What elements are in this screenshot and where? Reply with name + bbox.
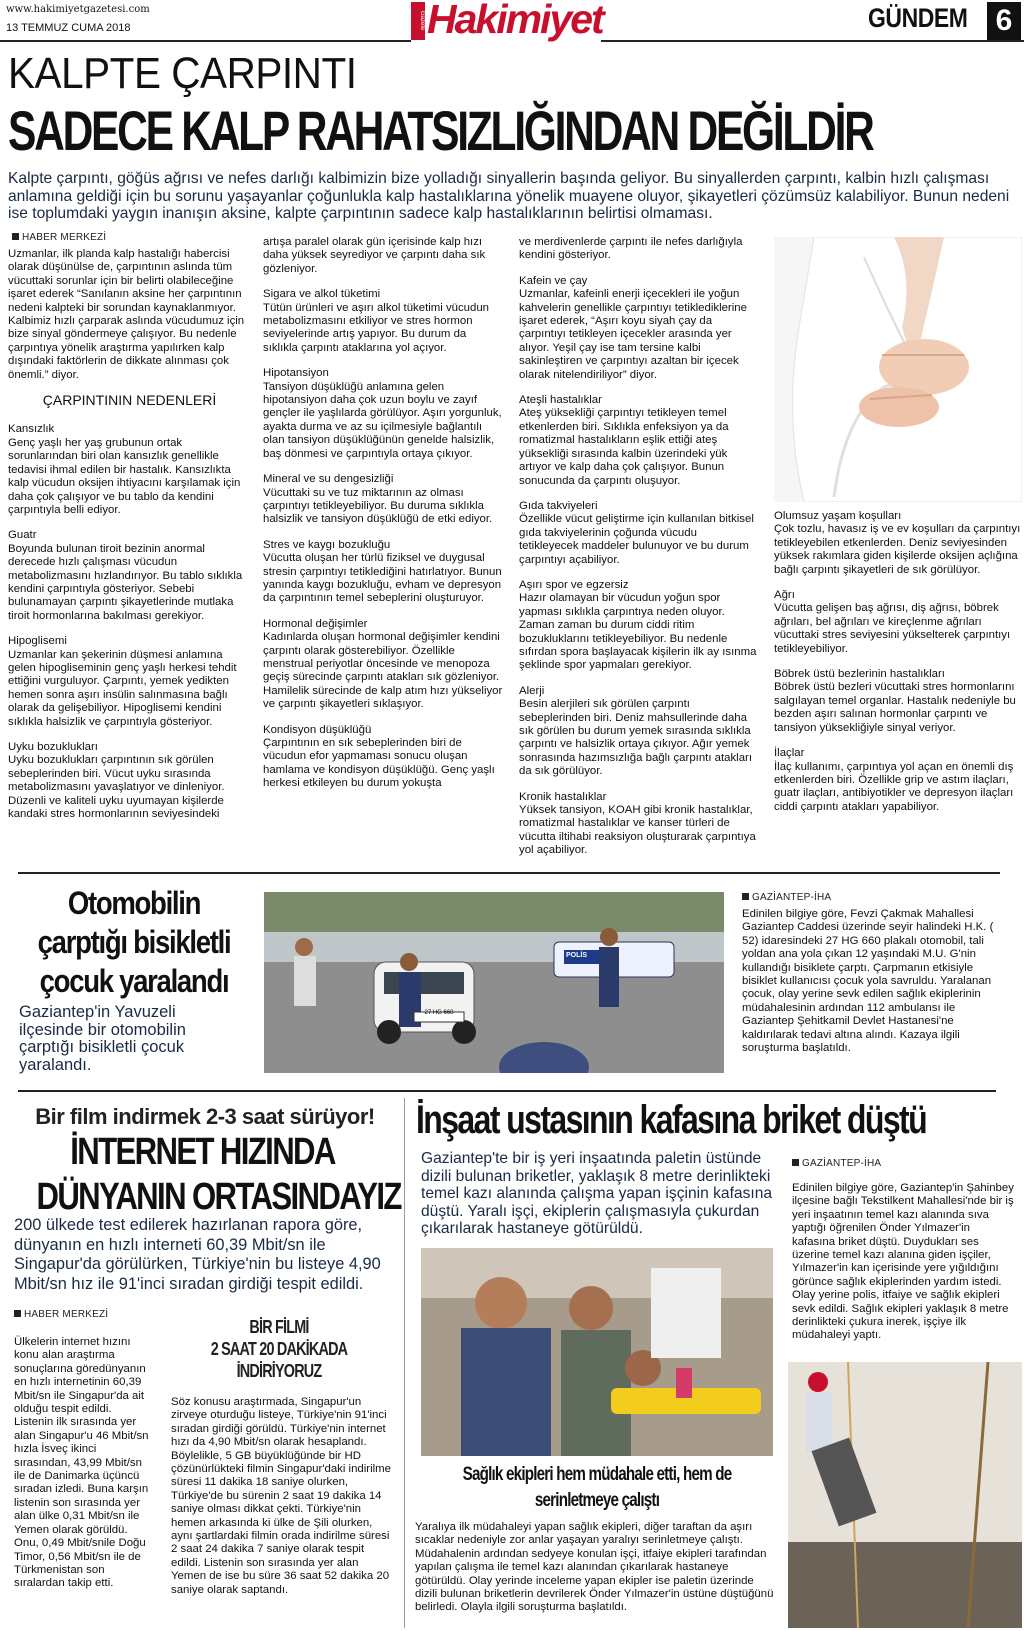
column-divider [404,1098,405,1628]
site-url[interactable]: www.hakimiyetgazetesi.com [6,4,150,15]
cause-item: İlaçlar İlaç kullanımı, çarpıntıya yol açan en önemli dış etkenlerden biri. Özellikle grip ve astım ilaçları, guatr ilaçları, antibiyotikler ve depresyon ilaçları ciddi çarpıntı atakları yapabiliyor. [774,747,1014,813]
rescue-scene-illustration [421,1248,773,1456]
main-column-3 [519,236,759,870]
main-headline: SADECE KALP RAHATSIZLIĞINDAN DEĞİLDİR [8,99,873,162]
main-col2-intro: artışa paralel olarak gün içerisinde kalp hızı daha yüksek seyrediyor ve çarpıntı daha sık gözleniyor. [263,236,486,275]
bike-byline: GAZİANTEP-İHA [742,892,831,903]
cause-item: Kronik hastalıklar Yüksek tansiyon, KOAH gibi kronik hastalıklar, romatizmal hastalıklar ve kanser türleri de vücutta iltihabi reaksiyon oluşturarak çarpıntıya yol açabiliyor. [519,790,756,857]
cause-item: Kansızlık Genç yaşlı her yaş grubunun ortak sorunlarından biri olan kansızlık genellikle tedavisi ihmal edilen bir hastalık. Kansızlıkta kalp vücudun oksijen ihtiyacını karşılamak için daha çok çalışıyor ve bu tablo da kendini çarpıntıyla belli ediyor. [8,423,241,516]
newspaper-logo [411,0,601,42]
briket-lead: Gaziantep'te bir iş yeri inşaatında paletin üstünde dizili bulunan briketler, yaklaşık 8 metre derinlikteki temel kazı alanında çalışma yapan işçinin kafasına düştü. Yaralı işçi, ekiplerin çalışmasıyla çukurdan çıkarılarak hastaneye götürüldü. [421,1150,773,1237]
bike-headline: Otomobilin çarptığı bisikletli çocuk yaralandı [37,885,231,999]
cause-item: Stres ve kaygı bozukluğu Vücutta oluşan her türlü fiziksel ve duygusal stresin çarpıntıyı tetiklediğini hatırlatıyor. Bunun yanında kaygı bozukluğu, evham ve depresyon da çarpıntının temel sebeplerini oluşturuyor. [263,538,502,605]
main-kicker: KALPTE ÇARPINTI [8,49,357,98]
main-byline: HABER MERKEZİ [12,232,106,243]
cause-item: Uyku bozuklukları Uyku bozuklukları çarpıntının sık görülen sebeplerinden biri. Vücut uyku sırasında metabolizmasını yavaşlatıyor ve dinleniyor. Düzenli ve kaliteli uyku uyumayan kişilerde kandaki stres hormonlarının seviyesindeki [8,741,225,821]
police-car-label: POLİS [566,952,588,959]
section-label: GÜNDEM [868,3,968,33]
main-col3-intro: ve merdivenlerde çarpıntı ile nefes darlığıyla kendini gösteriyor. [519,236,743,262]
main-subhead: ÇARPINTININ NEDENLERİ [42,392,217,409]
section-divider [18,872,1000,874]
briket-headline: İnşaat ustasının kafasına briket düştü [416,1098,927,1142]
logo-side-bar: Gazete [411,2,425,40]
main-column-1 [8,248,251,833]
masthead [0,0,1024,46]
cause-item: Alerji Besin alerjileri sık görülen çarpıntı sebeplerinden biri. Deniz mahsullerinde daha sık görülen bu durum yemek sırasında sıklıkla çarpıntı ve halsizlik ortaya çıkıyor. Ağır yemek sonrasında hazımsızlığa bağlı çarpıntı atakları da sık görülüyor. [519,684,752,778]
internet-column-1: Ülkelerin internet hızını konu alan araştırma sonuçlarına göredünyanın en hızlı internetinin 60,39 Mbit/sn ile Singapur'da ait olduğu tespit edildi. Listenin ilk sırasında yer alan Singapur'u 46 Mbit/sn hızla İsveç ikinci sırasından, 43,99 Mbit/sn ile de Danimarka üçüncü sıradan izledi. Buna karşın listenin son sırasında yer alan ülke 0,31 Mbit/sn ile Yemen olarak görüldü. Onu, 0,49 Mbit/snile Doğu Timor, 0,56 Mbit/sn ile de Türkmenistan son sıralardan takip etti. [14,1336,149,1590]
main-col1-intro: Uzmanlar, ilk planda kalp hastalığı habercisi olarak düşünülse de, çarpıntının aslında tüm vücuttaki sorunlar için bir belirti olabileceğine işaret ederek “Sanılanın aksine her çarpıntının nedeni kalpteki bir sorundan kaynaklanmıyor. Kalbimiz hızlı çarparak aslında vücudumuz için bize sinyal göndermeye çalışıyor. Bu nedenle çarpıntıya yönelik araştırma yapılırken kalp dışındaki faktörlerin de dikkate alınması çok önemli.” diyor. [8,248,245,381]
cause-item: Olumsuz yaşam koşulları Çok tozlu, havasız iş ve ev koşulları da çarpıntıyı tetikleyebilen etkenlerden. Deniz seviyesinden yüksek rakımlara giden kişilerde oksijen açlığına bağlı çarpıntı şikayetleri de sık görülüyor. [774,510,1021,576]
cause-item: Sigara ve alkol tüketimi Tütün ürünleri ve aşırı alkol tüketimi vücudun metabolizmasını etkiliyor ve stres hormon seviyelerinde artış yapıyor. Bu durum da sıklıkla çarpıntı ataklarına yol açıyor. [263,288,490,354]
internet-lead: 200 ülkede test edilerek hazırlanan rapora göre, dünyanın en hızlı interneti 60,39 Mbit/sn ile Singapur'da görülürken, Türkiye'nin bu listeye 4,90 Mbit/sn hız ile 91'inci sıradan girdiği tespit edildi. [14,1216,381,1293]
briket-side-text: Edinilen bilgiye göre, Gaziantep'in Şahinbey ilçesine bağlı Tekstilkent Mahallesi'nde bir iş yeri inşaatının temel kazı alanında sıva yaptığı öğrenilen Önder Yılmazer'in kafasına briket düştü. Duydukları ses üzerine temel kazı alanına giden işçiler, Yılmazer'in kan içerisinde yere yığıldığını görünce sağlık ekiplerinden yardım istedi. Olay yerine polis, itfaiye ve sağlık ekipleri sevk edildi. Sağlık ekipleri yaklaşık 8 metre derinlikteki çukura inerek, işçiye ilk müdahaleyi yaptı. [792,1182,1014,1342]
cause-item: Hipotansiyon Tansiyon düşüklüğü anlamına gelen hipotansiyon daha çok uzun boylu ve zayıf gençler ile yaşlılarda görülüyor. Aşırı yorgunluk, ayakta durma ve az su içilmesiyle bağlantılı olan tansiyon düşüklüğünün genelde halsizlik, baş dönmesi ve çarpıntıyla ortaya çıkıyor. [263,367,502,460]
internet-column-2: Söz konusu araştırmada, Singapur'un zirveye oturduğu listeye, Türkiye'nin 91'inci sıradan girdiği görüldü. Türkiye'nin internet hızı da 4,90 Mbit/sn olarak hesaplandı. Böylelikle, 5 GB büyüklüğünde bir HD çözünürlükteki filmin Singapur'daki indirilme süresi 11 dakika 18 saniye olurken, Türkiye'de bu sürenin 2 saat 19 dakika 14 saniye olması dikkat çekti. Türkiye'nin hemen arkasında ki ülke de Şili olurken, aynı şartlardaki filmin orada indirilme süresi 2 saat 24 dakika 7 saniye olarak tespit edildi. Listenin son sırasında yer alan Yemen de ise bu süre 36 saat 52 dakika 20 saniye olarak saptandı. [171,1396,391,1596]
cause-item: Ağrı Vücutta gelişen baş ağrısı, diş ağrısı, böbrek ağrıları, bel ağrıları ve kireçlenme ağrıları vücuttaki stres seviyesini yükselterek çarpıntıyı tetikleyebiliyor. [774,589,1011,655]
section-divider [18,1090,996,1092]
bike-lead: Gaziantep'in Yavuzeli ilçesinde bir otomobilin çarptığı bisikletli çocuk yaralandı. [19,1003,186,1074]
car-plate: 27 HG 660 [424,1010,454,1016]
chest-pain-photo [774,237,1022,502]
logo-text: Hakimiyet [427,0,603,42]
cause-item: Kondisyon düşüklüğü Çarpıntının en sık sebeplerinden biri de vücudun efor yapmaması sonucu oluşan hamlama ve kondisyon düşüklüğü. Genç yaşlı herkesi etkileyen bu durum yokuşta [263,723,495,790]
woman-holding-chest-illustration [774,237,1022,502]
cause-item: Gıda takviyeleri Özellikle vücut geliştirme için kullanılan bitkisel gıda takviyelerinin çoğunda vücudu tetikleyecek maddeler bulunuyor ve bu durum çarpıntıyı açabiliyor. [519,499,754,566]
main-column-2 [263,236,503,803]
bike-body: Edinilen bilgiye göre, Fevzi Çakmak Mahallesi Gaziantep Caddesi üzerinde seyir halindeki H.K. ( 52) idaresindeki 27 HG 660 plakalı otomobil, tali yoldan ana yola çıkan 12 yaşındaki M.U. G'nin kullandığı bisiklete çarptı. Çarpmanın etkisiyle bisiklet kullanıcısı çocuk yola savruldu. Yaralanan çocuk, olay yerine sevk edilen sağlık ekiplerinin müdahalesinin ardından 112 ambulansı ile Gaziantep Şehitkamil Devlet Hastanesi'ne kaldırılarak tedavi altına alındı. Kazaya ilgili soruşturma başlatıldı. [742,908,994,1055]
cause-item: Mineral ve su dengesizliği Vücuttaki su ve tuz miktarının az olması çarpıntıyı tetikleyebiliyor. Bu duruma sıklıkla halsizlik ve tansiyon düşüklüğü de etki ediyor. [263,473,493,526]
accident-scene-illustration [264,892,724,1073]
internet-callout: BİR FİLMİ 2 SAAT 20 DAKİKADA İNDİRİYORUZ [210,1317,348,1381]
accident-photo [264,892,724,1073]
cause-item: Kafein ve çay Uzmanlar, kafeinli enerji içecekleri ile yoğun kahvelerin genellikle çarpıntıyı tetiklediklerine işaret ederek, “Aşırı koyu siyah çay da çarpıntıyı tetikleyen içecekler arasında yer alıyor. Yeşil çay ise tam tersine kalbi sakinleştiren ve çarpıntıyı azaltan bir içecek olarak nitelendiriliyor” diyor. [519,274,747,381]
internet-byline: HABER MERKEZİ [14,1309,108,1320]
rope-rescue-illustration [788,1362,1022,1628]
internet-kicker: Bir film indirmek 2-3 saat sürüyor! [35,1104,375,1129]
cause-item: Guatr Boyunda bulunan tiroit bezinin anormal derecede hızlı çalışması vücudun metabolizmasını hızlandırıyor. Bu tablo sıklıkla kendini çarpıntıyla gösteriyor. Sebebi bulunamayan çarpıntı şikayetlerinde mutlaka tiroit hormonlarına bakılması gerekiyor. [8,529,243,622]
main-column-4 [774,510,1022,826]
issue-date: 13 TEMMUZ CUMA 2018 [6,22,131,34]
cause-item: Hormonal değişimler Kadınlarda oluşan hormonal değişimler kendini çarpıntı olarak gösterebiliyor. Özellikle menstrual periyotlar öncesinde ve menopoza geçiş sürecinde çarpıntı atakları sık gözleniyor. Hamilelik sürecinde de kalp atım hızı yükseliyor ve çarpıntı şikayetleri sıklaşıyor. [263,617,503,711]
briket-byline: GAZİANTEP-İHA [792,1158,881,1169]
cause-item: Ateşli hastalıklar Ateş yüksekliği çarpıntıyı tetikleyen temel etkenlerden biri. Sıklıkla enfeksiyon ya da romatizmal hastalıkların eşlik ettiği ateş yüksekliği sırasında kalbin üzerindeki yük artıyor ve kalp daha çok çalışıyor. Bunun sonucunda da çarpıntı oluşuyor. [519,394,729,487]
briket-body: Yaralıya ilk müdahaleyi yapan sağlık ekipleri, diğer taraftan da aşırı sıcaklar nedeniyle zor anlar yaşayan yaralıyı serinletmeye çalıştı. Müdahalenin ardından sedyeye konulan işçi, itfaiye ekipleri tarafından yapılan çalışma ile temel kazı alanından çıkarılarak hastaneye götürüldü. Olay yerinde inceleme yapan ekipler ise paletin üzerinde dizili bulunan briketlerin devrilerek Önder Yılmazer'in üstüne düştüğünü belirledi. Olayla ilgili soruşturma başlatıldı. [415,1521,774,1614]
cause-item: Aşırı spor ve egzersiz Hazır olamayan bir vücudun yoğun spor yapması sıklıkla çarpıntıya neden oluyor. Zaman zaman bu durum ciddi ritim bozukluklarını tetikleyebiliyor. Bu nedenle sıfırdan spora başlayacak kişilerin ilk ay ısınma şeklinde spor yapmaları gerekiyor. [519,578,757,672]
rescue-photo-1 [421,1248,773,1456]
internet-headline: İNTERNET HIZINDA DÜNYANIN ORTASINDAYIZ [36,1131,401,1218]
rescue-photo-2 [788,1362,1022,1628]
page-number: 6 [987,2,1021,40]
cause-item: Böbrek üstü bezlerinin hastalıkları Böbrek üstü bezleri vücuttaki stres hormonlarını salgılayan temel organlar. Hastalık nedeniyle bu bezden aşırı salınan hormonlar çarpıntı ve tansiyon yüksekliğiyle sinyal veriyor. [774,668,1016,734]
main-lead: Kalpte çarpıntı, göğüs ağrısı ve nefes darlığı kalbimizin bize yolladığı sinyallerin başında geliyor. Bu sinyallerden çarpıntı, kalbin hızlı çalışması anlamına geldiği için bu sorunu yaşayanlar çoğunlukla kalp hastalıklarına yönelik muayene oluyor, şikayetleri çözümsüz kalabiliyor. Bunun nedeni ise toplumdaki yaygın inanışın aksine, kalpte çarpıntının sadece kalp hastalıklarının belirtisi olmaması. [8,170,1010,222]
briket-subhead: Sağlık ekipleri hem müdahale etti, hem de serinletmeye çalıştı [462,1464,732,1511]
cause-item: Hipoglisemi Uzmanlar kan şekerinin düşmesi anlamına gelen hipogliseminin genç yaşlı herkesi tehdit ettiğini vurguluyor. Çarpıntı, yemek yedikten hemen sonra aşırı insülin salınmasına bağlı olarak da gelişebiliyor. Hipoglisemi kendini sıklıkla halsizlik ve çarpıntıyla gösteriyor. [8,635,237,728]
